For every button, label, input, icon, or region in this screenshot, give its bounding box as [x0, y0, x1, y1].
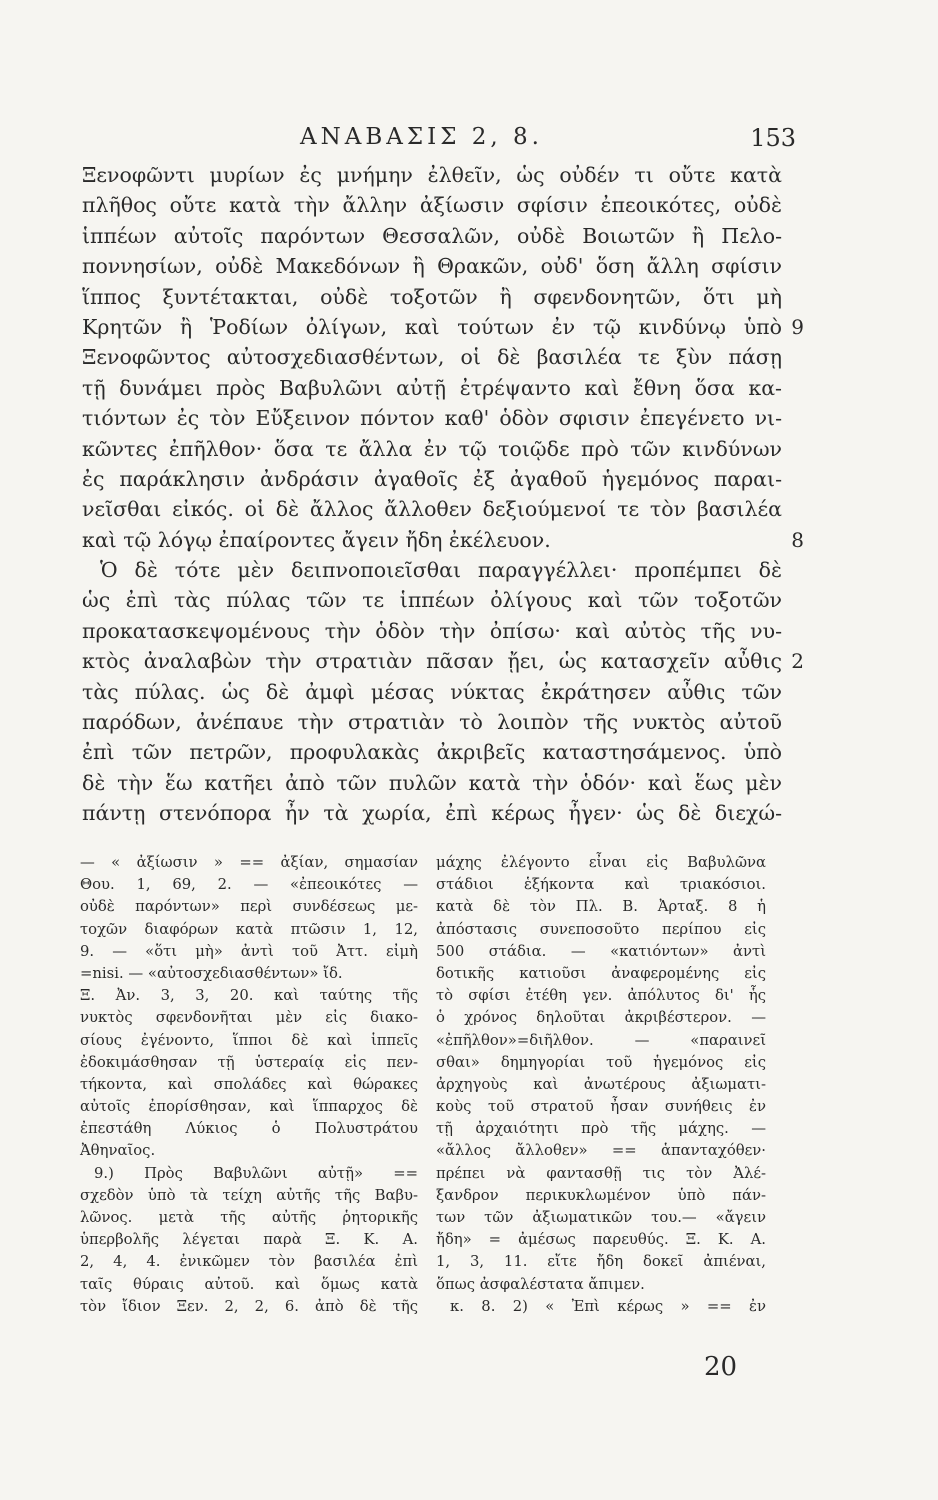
text-line-content: τῇ δυνάμει πρὸς Βαβυλῶνι αὐτῇ ἐτρέψαντο καὶ ἔθνη ὅσα κα- [82, 375, 782, 400]
text-line-content: πάντῃ στενόπορα ἦν τὰ χωρία, ἐπὶ κέρως ἦγεν· ὡς δὲ διεχώ- [82, 801, 782, 826]
note-line: κ. 8. 2) « Ἐπὶ κέρως » == ἐν [450, 1297, 766, 1315]
text-line-content: πλῆθος οὔτε κατὰ τὴν ἄλλην ἀξίωσιν σφίσιν ἐπεοικότες, οὐδὲ [82, 193, 782, 218]
text-line-content: κῶντες ἐπῆλθον· ὅσα τε ἄλλα ἐν τῷ τοιῷδε πρὸ τῶν κινδύνων [82, 436, 782, 461]
signature-mark: 20 [704, 1352, 738, 1382]
note-line: «ἐπῆλθον»=διῆλθον. — «παραινεῖ [436, 1031, 766, 1049]
text-line-content: Ὁ δὲ τότε μὲν δειπνοποιεῖσθαι παραγγέλλει· προπέμπει δὲ [100, 558, 782, 583]
text-line [82, 707, 782, 737]
text-line-content: Ξενοφῶντος αὐτοσχεδιασθέντων, οἱ δὲ βασιλέα τε ξὺν πάσῃ [82, 345, 782, 370]
text-line [82, 403, 782, 433]
note-line: ἀρχηγοὺς καὶ ἀνωτέρους ἀξιωματι- [436, 1075, 766, 1093]
note-line: αὐτοῖς ἐπορίσθησαν, καὶ ἵππαρχος δὲ [80, 1098, 418, 1116]
text-line [82, 616, 782, 646]
note-line: τήκοντα, καὶ σπολάδες καὶ θώρακες [80, 1075, 418, 1093]
text-line-content: ἐπὶ τῶν πετρῶν, προφυλακὰς ἀκριβεῖς καταστησάμενος. ὑπὸ [82, 740, 782, 765]
note-line: πρέπει νὰ φαντασθῇ τις τὸν Ἀλέ- [436, 1164, 766, 1182]
note-line: ὅπως ἀσφαλέστατα ἄπιμεν. [436, 1275, 645, 1293]
text-line [82, 494, 782, 524]
note-line: δοτικῆς κατιοῦσι ἀναφερομένης εἰς [436, 964, 766, 982]
text-line-content: ἐς παράκλησιν ἀνδράσιν ἀγαθοῖς ἐξ ἀγαθοῦ ἡγεμόνος παραι- [82, 466, 782, 491]
note-line: σχεδὸν ὑπὸ τὰ τείχη αὐτῆς τῆς Βαβυ- [80, 1186, 418, 1204]
note-line: νυκτὸς σφενδονῆται μὲν εἰς διακο- [80, 1009, 418, 1027]
text-line [82, 221, 782, 251]
note-line: ταῖς θύραις αὐτοῦ. καὶ ὅμως κατὰ [80, 1275, 418, 1293]
text-line-content: καὶ τῷ λόγῳ ἐπαίροντες ἄγειν ἤδη ἐκέλευον. [82, 527, 551, 552]
text-line [82, 282, 782, 312]
margin-section-number: 2 [791, 649, 804, 674]
note-line: Θου. 1, 69, 2. — «ἐπεοικότες — [80, 876, 418, 894]
note-line: ἐπεστάθη Λύκιος ὁ Πολυστράτου [80, 1120, 418, 1138]
margin-section-number: 9 [791, 314, 804, 339]
note-line: στάδιοι ἑξήκοντα καὶ τριακόσιοι. [436, 876, 766, 894]
text-line-content: κτὸς ἀναλαβὼν τὴν στρατιὰν πᾶσαν ᾔει, ὡς κατασχεῖν αὖθις [82, 649, 782, 674]
text-line-content: ἱππέων αὐτοῖς παρόντων Θεσσαλῶν, οὐδὲ Βοιωτῶν ἢ Πελο- [82, 223, 782, 248]
text-line [82, 737, 782, 767]
text-line [82, 251, 782, 281]
note-line: ὁ χρόνος δηλοῦται ἀκριβέστερον. — [436, 1009, 766, 1027]
note-line: ἐδοκιμάσθησαν τῇ ὑστεραίᾳ εἰς πεν- [80, 1053, 418, 1071]
note-line: Ἀθηναῖος. [80, 1142, 156, 1160]
note-line: ἤδη» = ἀμέσως παρευθύς. Ξ. Κ. Α. [436, 1231, 766, 1249]
text-line-content: ὡς ἐπὶ τὰς πύλας τῶν τε ἱππέων ὀλίγους καὶ τῶν τοξοτῶν [82, 588, 782, 613]
note-line: ξανδρον περικυκλωμένον ὑπὸ πάν- [436, 1186, 766, 1204]
note-line: «ἄλλος ἄλλοθεν» == ἁπανταχόθεν· [436, 1142, 766, 1160]
text-line [82, 525, 804, 555]
text-line [82, 798, 782, 828]
text-line-content: νεῖσθαι εἰκός. οἱ δὲ ἄλλος ἄλλοθεν δεξιούμενοί τε τὸν βασιλέα [82, 497, 782, 522]
text-line [82, 160, 782, 190]
text-line-content: προκατασκεψομένους τὴν ὁδὸν τὴν ὀπίσω· καὶ αὐτὸς τῆς νυ- [82, 618, 782, 643]
text-line-content: Ξενοφῶντι μυρίων ἐς μνήμην ἐλθεῖν, ὡς οὐδέν τι οὔτε κατὰ [82, 163, 782, 187]
text-line [82, 190, 782, 220]
commentary-right-column [436, 852, 766, 1318]
note-line: κοὺς τοῦ στρατοῦ ἦσαν συνήθεις ἐν [436, 1098, 766, 1116]
note-line: 9.) Πρὸς Βαβυλῶνι αὐτῇ» == [94, 1164, 418, 1182]
note-line: των τῶν ἀξιωματικῶν του.— «ἄγειν [436, 1209, 766, 1226]
note-line: λῶνος. μετὰ τῆς αὐτῆς ῥητορικῆς [80, 1209, 418, 1226]
page-number: 153 [750, 124, 796, 152]
note-line: τὸν ἴδιον Ξεν. 2, 2, 6. ἀπὸ δὲ τῆς [80, 1297, 418, 1315]
note-line: σθαι» δημηγορίαι τοῦ ἡγεμόνος εἰς [436, 1053, 766, 1071]
text-line [82, 768, 782, 798]
note-line: Ξ. Ἀν. 3, 3, 20. καὶ ταύτης τῆς [80, 987, 418, 1005]
margin-section-number: 8 [791, 527, 804, 552]
text-line-content: ἵππος ξυντέτακται, οὐδὲ τοξοτῶν ἢ σφενδονητῶν, ὅτι μὴ [82, 284, 782, 309]
note-line: 1, 3, 11. εἴτε ἤδη δοκεῖ ἀπιέναι, [436, 1253, 766, 1271]
note-line: 500 στάδια. — «κατιόντων» ἀντὶ [436, 942, 766, 960]
text-line [82, 464, 782, 494]
note-line: ἀπόστασις συνεποσοῦτο περίπου εἰς [436, 920, 766, 938]
text-line [82, 373, 782, 403]
text-line-content: Κρητῶν ἢ Ῥοδίων ὀλίγων, καὶ τούτων ἐν τῷ κινδύνῳ ὑπὸ [82, 314, 782, 339]
text-line-content: δὲ τὴν ἕω κατῆει ἀπὸ τῶν πυλῶν κατὰ τὴν ὁδόν· καὶ ἕως μὲν [82, 770, 782, 795]
note-line: ὑπερβολῆς λέγεται παρὰ Ξ. Κ. Α. [80, 1231, 418, 1249]
text-line [82, 585, 782, 615]
text-line [82, 646, 804, 676]
text-line [82, 555, 782, 585]
text-line-content: παρόδων, ἀνέπαυε τὴν στρατιὰν τὸ λοιπὸν τῆς νυκτὸς αὐτοῦ [82, 710, 782, 735]
note-line: — « ἀξίωσιν » == ἀξίαν, σημασίαν [80, 854, 418, 871]
text-line-content: τὰς πύλας. ὡς δὲ ἀμφὶ μέσας νύκτας ἐκράτησεν αὖθις τῶν [82, 679, 782, 704]
text-line [82, 677, 782, 707]
note-line: μάχης ἐλέγοντο εἶναι εἰς Βαβυλῶνα [436, 854, 766, 871]
text-line [82, 434, 782, 464]
running-title: ΑΝΑΒΑΣΙΣ 2, 8. [300, 124, 543, 150]
text-line-content: ποννησίων, οὐδὲ Μακεδόνων ἢ Θρακῶν, οὐδ' ὅση ἄλλη σφίσιν [82, 254, 782, 279]
text-line-content: τιόντων ἐς τὸν Εὔξεινον πόντον καθ' ὁδὸν σφισιν ἐπεγένετο νι- [82, 406, 782, 431]
note-line: 9. — «ὅτι μὴ» ἀντὶ τοῦ Ἀττ. εἰμὴ [80, 942, 418, 960]
running-head [80, 124, 796, 158]
note-line: κατὰ δὲ τὸν Πλ. Β. Ἀρταξ. 8 ἡ [436, 898, 766, 916]
note-line: 2, 4, 4. ἐνικῶμεν τὸν βασιλέα ἐπὶ [80, 1253, 418, 1271]
main-text-block [82, 160, 804, 829]
commentary-left-column [80, 852, 418, 1318]
note-line: οὐδὲ παρόντων» περὶ συνδέσεως με- [80, 898, 418, 916]
note-line: τὸ σφίσι ἐτέθη γεν. ἀπόλυτος δι' ἧς [436, 987, 766, 1005]
note-line: τοχῶν διαφόρων κατὰ πτῶσιν 1, 12, [80, 920, 418, 938]
text-line [82, 342, 782, 372]
text-line [82, 312, 804, 342]
note-line: τῇ ἀρχαιότητι πρὸ τῆς μάχης. — [436, 1120, 766, 1138]
note-line: σίους ἐγένοντο, ἵπποι δὲ καὶ ἱππεῖς [80, 1031, 418, 1049]
note-line: =nisi. — «αὐτοσχεδιασθέντων» ἴδ. [80, 964, 343, 982]
